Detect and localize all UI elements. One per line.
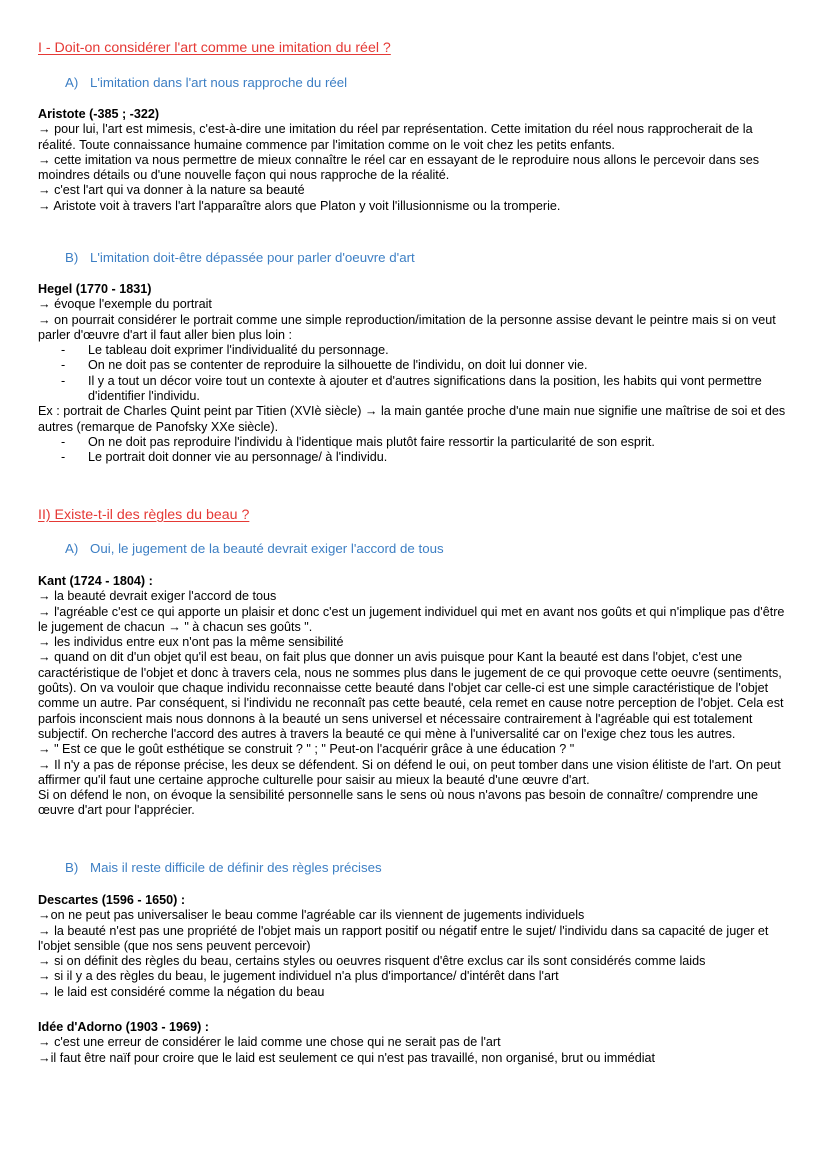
- hegel-block: [38, 282, 788, 466]
- adorno-line: → c'est une erreur de considérer le laid comme une chose qui ne serait pas de l'art: [38, 1035, 501, 1050]
- descartes-line: → la beauté n'est pas une propriété de l'objet mais un rapport positif ou négatif entre le sujet/ l'individu dans sa capacité de juger et l'objet sensible (que nos sens peuvent percevoir): [38, 923, 769, 953]
- subsection-text: L'imitation doit-être dépassée pour parler d'oeuvre d'art: [90, 250, 415, 265]
- descartes-line: →on ne peut pas universaliser le beau comme l'agréable car ils viennent de jugements individuels: [38, 908, 585, 923]
- subsection-text: Oui, le jugement de la beauté devrait exiger l'accord de tous: [90, 541, 444, 556]
- descartes-line: → si il y a des règles du beau, le jugement individuel n'a plus d'importance/ d'intérêt dans l'art: [38, 969, 559, 984]
- adorno-title: Idée d'Adorno (1903 - 1969) :: [38, 1020, 209, 1034]
- hegel-example: Ex : portrait de Charles Quint peint par Titien (XVIè siècle) → la main gantée proche d'une main nue signifie une maîtrise de soi et des autres (remarque de Panofsky XXe siècle).: [38, 404, 786, 434]
- aristote-block: [38, 107, 788, 214]
- subsection-text: L'imitation dans l'art nous rapproche du réel: [90, 75, 348, 90]
- aristote-line: → cette imitation va nous permettre de mieux connaître le réel car en essayant de le reproduire nous allons le percevoir dans ses moindres détails ou d'une nouvelle façon qui nous rapproche de la réalité.: [38, 152, 760, 183]
- descartes-title: Descartes (1596 - 1650) :: [38, 893, 186, 907]
- subsection-label: A): [65, 541, 79, 556]
- kant-line: Si on défend le non, on évoque la sensibilité personnelle sans le sens où nous n'avons pas besoin de connaître/ comprendre une œuvre d'art pour l'apprécier.: [38, 788, 759, 818]
- hegel-line: → on pourrait considérer le portrait comme une simple reproduction/imitation de la personne assise devant le peintre mais si on veut parler d'œuvre d'art il faut aller bien plus loin :: [38, 312, 776, 342]
- kant-line: → la beauté devrait exiger l'accord de tous: [38, 589, 277, 604]
- subsection-text: Mais il reste difficile de définir des règles précises: [90, 860, 382, 875]
- kant-block: [38, 574, 788, 819]
- subsection-label: A): [65, 75, 79, 90]
- bullet-text: On ne doit pas reproduire l'individu à l'identique mais plutôt faire ressortir la particularité de son esprit.: [88, 434, 655, 449]
- kant-line: → les individus entre eux n'ont pas la même sensibilité: [38, 635, 344, 650]
- subsection-2a-heading: [65, 541, 444, 556]
- subsection-2b-heading: [65, 860, 382, 875]
- kant-title: Kant (1724 - 1804) :: [38, 574, 153, 588]
- aristote-line: → Aristote voit à travers l'art l'apparaître alors que Platon y voit l'illusionnisme ou la tromperie.: [38, 198, 561, 213]
- hegel-title: Hegel (1770 - 1831): [38, 282, 152, 296]
- descartes-line: → si on définit des règles du beau, certains styles ou oeuvres risquent d'être exclus car ils sont considérés comme laids: [38, 954, 706, 969]
- section-1-heading: I - Doit-on considérer l'art comme une imitation du réel ?: [38, 40, 391, 56]
- subsection-label: B): [65, 250, 79, 265]
- bullet-item: - Le tableau doit exprimer l'individualité du personnage.: [38, 343, 788, 358]
- aristote-line: → c'est l'art qui va donner à la nature sa beauté: [38, 183, 305, 198]
- subsection-1a-heading: [65, 75, 347, 90]
- bullet-item: - Il y a tout un décor voire tout un contexte à ajouter et d'autres significations dans la position, les habits qui vont permettre d'identifier l'individu.: [38, 374, 788, 405]
- bullet-item: - Le portrait doit donner vie au personnage/ à l'individu.: [38, 450, 788, 465]
- kant-line: → quand on dit d'un objet qu'il est beau, on fait plus que donner un avis puisque pour Kant la beauté est dans l'objet, c'est une caractéristique de l'objet et donc à travers cela, nous ne sommes plus dans le jugement de ce qui provoque cette oeuvre (sentiments, goûts). On va vouloir que chaque individu reconnaisse cette beauté dans l'objet car celle-ci est une simple caractéristique de l'objet comme un autre. Par conséquent, si l'individu ne reconnaît pas cette beauté, cela remet en cause notre perception de l'objet. Cela est parfois inconscient mais nous donnons à la beauté un sens universel et nécessaire contrairement à l'agréable qui est totalement subjectif. On recherche l'accord des autres à travers la beauté ce qui mène à l'universalité car on l'exige chez tous les autres.: [38, 650, 784, 741]
- subsection-1b-heading: [65, 250, 415, 265]
- aristote-title: Aristote (-385 ; -322): [38, 107, 160, 121]
- bullet-item: - On ne doit pas reproduire l'individu à l'identique mais plutôt faire ressortir la particularité de son esprit.: [38, 435, 788, 450]
- bullet-text: Le portrait doit donner vie au personnage/ à l'individu.: [88, 450, 388, 465]
- bullet-text: Il y a tout un décor voire tout un contexte à ajouter et d'autres significations dans la position, les habits qui vont permettre d'identifier l'individu.: [88, 373, 762, 404]
- bullet-text: Le tableau doit exprimer l'individualité du personnage.: [88, 343, 389, 358]
- kant-line: → l'agréable c'est ce qui apporte un plaisir et donc c'est un jugement individuel qui met en avant nos goûts et qui n'implique pas d'être le jugement de chacun → " à chacun ses goûts ".: [38, 604, 785, 634]
- descartes-line: → le laid est considéré comme la négation du beau: [38, 984, 325, 999]
- adorno-block: [38, 1020, 788, 1066]
- section-2-heading: II) Existe-t-il des règles du beau ?: [38, 507, 250, 523]
- bullet-text: On ne doit pas se contenter de reproduire la silhouette de l'individu, on doit lui donner vie.: [88, 358, 588, 373]
- aristote-line: → pour lui, l'art est mimesis, c'est-à-dire une imitation du réel par représentation. Cette imitation du réel nous rapprocherait de la réalité. Toute connaissance humaine commence par l'imitation comme on le voit chez les petits enfants.: [38, 122, 753, 152]
- adorno-line: →il faut être naïf pour croire que le laid est seulement ce qui n'est pas travaillé, non organisé, brut ou immédiat: [38, 1050, 656, 1065]
- descartes-block: [38, 893, 788, 1000]
- subsection-label: B): [65, 860, 79, 875]
- kant-line: → " Est ce que le goût esthétique se construit ? " ; " Peut-on l'acquérir grâce à une éducation ? ": [38, 742, 575, 757]
- hegel-line: → évoque l'exemple du portrait: [38, 297, 212, 312]
- kant-line: → Il n'y a pas de réponse précise, les deux se défendent. Si on défend le oui, on peut tomber dans une vision élitiste de l'art. On peut affirmer qu'il faut une certaine approche culturelle pour saisir au mieux la beauté d'une œuvre d'art.: [38, 757, 781, 787]
- bullet-item: - On ne doit pas se contenter de reproduire la silhouette de l'individu, on doit lui donner vie.: [38, 358, 788, 373]
